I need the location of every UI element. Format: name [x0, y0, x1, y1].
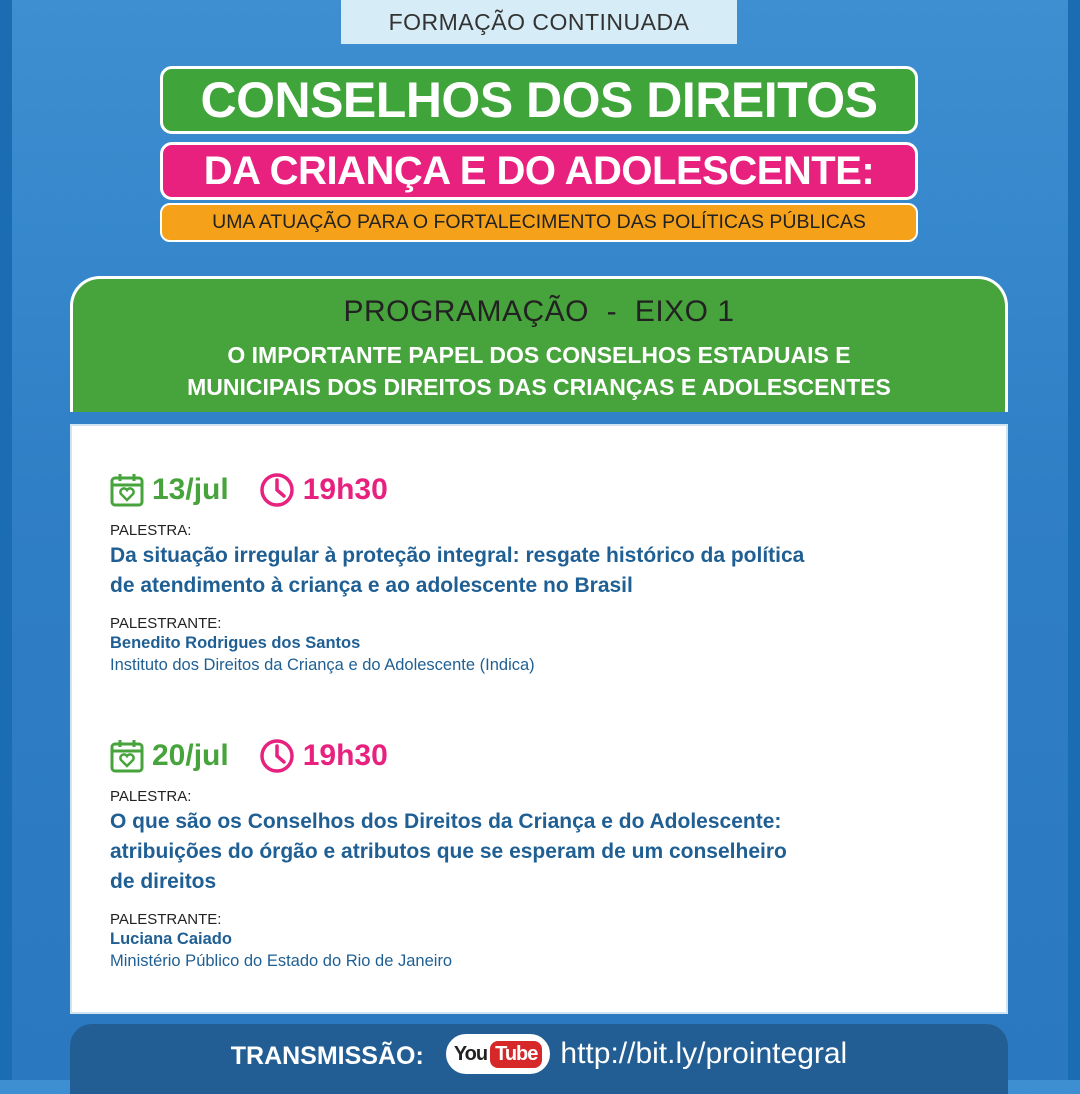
session-1-time: 19h30 [302, 473, 388, 506]
talk-label: PALESTRA: [110, 522, 192, 539]
title-line2: DA CRIANÇA E DO ADOLESCENTE: [160, 142, 918, 200]
session-2-datetime [110, 736, 990, 776]
session-2-time: 19h30 [302, 739, 388, 772]
speaker-label: PALESTRANTE: [110, 911, 222, 928]
session-1-datetime [110, 470, 990, 510]
speaker-label: PALESTRANTE: [110, 615, 222, 632]
program-subtitle-line1: O IMPORTANTE PAPEL DOS CONSELHOS ESTADUAIS E [227, 342, 851, 368]
talk-title [110, 541, 990, 601]
broadcast-bar [70, 1024, 1008, 1094]
frame-right [1068, 0, 1080, 1080]
speaker-name: Luciana Caiado [110, 930, 232, 948]
program-title: PROGRAMAÇÃO - EIXO 1 [343, 295, 735, 328]
youtube-tube: Tube [490, 1041, 542, 1068]
talk-title-line1: Da situação irregular à proteção integral: resgate histórico da política [110, 544, 805, 567]
talk-title [110, 807, 990, 897]
calendar-icon [110, 739, 144, 773]
speaker-org: Ministério Público do Estado do Rio de Janeiro [110, 952, 453, 970]
series-tab: FORMAÇÃO CONTINUADA [341, 0, 737, 44]
subtitle: UMA ATUAÇÃO PARA O FORTALECIMENTO DAS POLÍTICAS PÚBLICAS [160, 203, 918, 242]
broadcast-label: TRANSMISSÃO: [230, 1042, 424, 1070]
schedule-card [70, 424, 1008, 1014]
talk-label: PALESTRA: [110, 788, 192, 805]
program-subtitle-line2: MUNICIPAIS DOS DIREITOS DAS CRIANÇAS E ADOLESCENTES [187, 374, 891, 400]
frame-left [0, 0, 12, 1080]
program-subtitle [73, 339, 1005, 403]
session-2 [110, 736, 990, 972]
session-1 [110, 470, 990, 676]
session-1-date: 13/jul [152, 473, 229, 506]
session-2-date: 20/jul [152, 739, 229, 772]
speaker-org: Instituto dos Direitos da Criança e do Adolescente (Indica) [110, 656, 535, 674]
youtube-logo-icon[interactable] [446, 1034, 551, 1074]
talk-title-line2: de atendimento à criança e ao adolescente no Brasil [110, 574, 633, 597]
talk-title-line1: O que são os Conselhos dos Direitos da Criança e do Adolescente: [110, 810, 782, 833]
clock-icon [259, 738, 295, 774]
stream-link[interactable]: http://bit.ly/prointegral [560, 1037, 848, 1070]
talk-title-line2: atribuições do órgão e atributos que se esperam de um conselheiro [110, 840, 787, 863]
calendar-icon [110, 473, 144, 507]
talk-title-line3: de direitos [110, 870, 217, 893]
program-header [70, 276, 1008, 412]
title-line1: CONSELHOS DOS DIREITOS [160, 66, 918, 134]
clock-icon [259, 472, 295, 508]
speaker-name: Benedito Rodrigues dos Santos [110, 634, 361, 652]
youtube-you: You [453, 1042, 488, 1065]
